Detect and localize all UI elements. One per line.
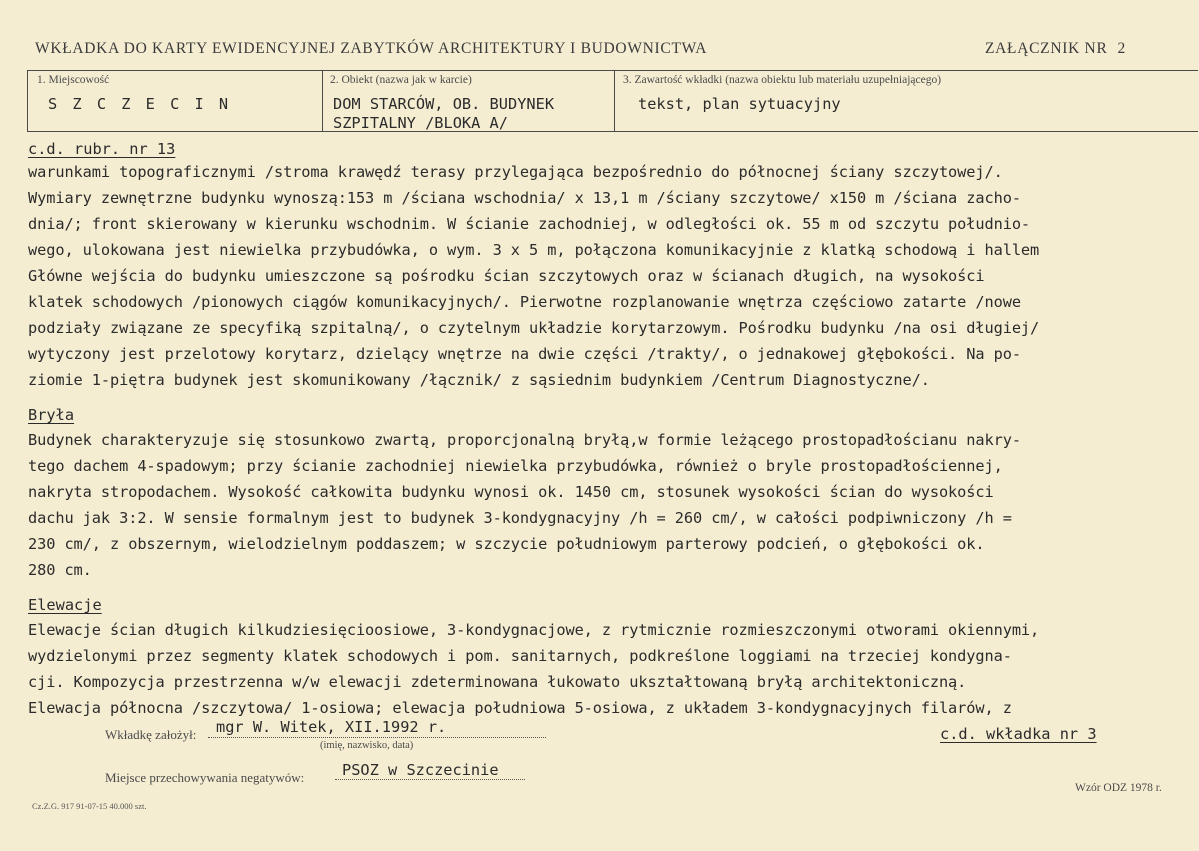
paragraph-line: wydzielonymi przez segmenty klatek schodowych i pom. sanitarnych, podkreślone loggiami na trzeciej kondygna- (28, 647, 1012, 665)
paragraph-line: Główne wejścia do budynku umieszczone są pośrodku ścian szczytowych oraz w ścianach długich, na wysokości (28, 267, 985, 285)
created-by-value: mgr W. Witek, XII.1992 r. (216, 718, 447, 736)
paragraph-line: dachu jak 3:2. W sensie formalnym jest to budynek 3-kondygnacyjny /h = 260 cm/, w całości podpiwniczony /h = (28, 509, 1012, 527)
paragraph-line: Budynek charakteryzuje się stosunkowo zwartą, proporcjonalną bryłą,w formie leżącego prostopadłościanu nakry- (28, 431, 1021, 449)
negatives-storage-value: PSOZ w Szczecinie (342, 761, 499, 779)
field-3-label: 3. Zawartość wkładki (nazwa obiektu lub materiału uzupełniającego) (623, 74, 942, 86)
continuation-insert: c.d. wkładka nr 3 (940, 725, 1097, 743)
negatives-storage-label: Miejsce przechowywania negatywów: (105, 770, 305, 785)
paragraph-line: 280 cm. (28, 561, 92, 579)
continuation-heading: c.d. rubr. nr 13 (28, 140, 176, 158)
form-title: WKŁADKA DO KARTY EWIDENCYJNEJ ZABYTKÓW ARCHITEKTURY I BUDOWNICTWA (35, 40, 708, 57)
field-2-value-line1: DOM STARCÓW, OB. BUDYNEK (333, 95, 555, 113)
created-by-label: Wkładkę założył: (105, 727, 197, 742)
paragraph-line: ziomie 1-piętra budynek jest skomunikowany /łącznik/ z sąsiednim budynkiem /Centrum Diagnostyczne/. (28, 371, 930, 389)
field-2-label: 2. Obiekt (nazwa jak w karcie) (330, 74, 472, 86)
attachment-number-value: 2 (1117, 40, 1126, 57)
paragraph-line: Elewacje ścian długich kilkudziesięcioosiowe, 3-kondygnacjowe, z rytmicznie rozmieszczonymi otworami okiennymi, (28, 621, 1040, 639)
field-3-value: tekst, plan sytuacyjny (638, 95, 841, 113)
paragraph-line: tego dachem 4-spadowym; przy ścianie zachodniej niewielka przybudówka, również o bryle prostopadłościennej, (28, 457, 1003, 475)
bryla-heading: Bryła (28, 406, 75, 424)
attachment-number (985, 40, 1126, 58)
elewacje-heading: Elewacje (28, 596, 102, 614)
paragraph-line: nakryta stropodachem. Wysokość całkowita budynku wynosi ok. 1450 cm, stosunek wysokości ścian do wysokości (28, 483, 994, 501)
box-divider-2 (614, 70, 615, 132)
field-1-label: 1. Miejscowość (37, 74, 110, 86)
paragraph-line: wytyczony jest przelotowy korytarz, dzielący wnętrze na dwie części /trakty/, o jednakowej głębokości. Na po- (28, 345, 1021, 363)
paragraph-line: dnia/; front skierowany w kierunku wschodnim. W ścianie zachodniej, w odległości ok. 55 m od szczytu południo- (28, 215, 1031, 233)
print-code: Cz.Z.G. 917 91-07-15 40.000 szt. (32, 801, 147, 811)
paragraph-line: 230 cm/, z obszernym, wielodzielnym poddaszem; w szczycie południowym parterowy podcień, o głębokości ok. (28, 535, 985, 553)
box-divider-1 (322, 70, 323, 132)
paragraph-line: cji. Kompozycja przestrzenna w/w elewacji zdeterminowana łukowato ukształtowaną bryłą architektoniczną. (28, 673, 967, 691)
paragraph-line: podziały związane ze specyfiką szpitalną/, o czytelnym układzie korytarzowym. Pośrodku budynku /na osi długiej/ (28, 319, 1040, 337)
created-by-hint: (imię, nazwisko, data) (320, 740, 414, 751)
paragraph-line: wego, ulokowana jest niewielka przybudówka, o wym. 3 x 5 m, połączona komunikacyjnie z klatką schodową i hallem (28, 241, 1040, 259)
attachment-label: ZAŁĄCZNIK NR (985, 40, 1108, 57)
negatives-dotted-line (335, 779, 525, 780)
paragraph-line: Elewacja północna /szczytowa/ 1-osiowa; elewacja południowa 5-osiowa, z układem 3-kondygnacyjnych filarów, z (28, 699, 1012, 717)
field-1-value: S Z C Z E C I N (48, 95, 232, 113)
paragraph-line: klatek schodowych /pionowych ciągów komunikacyjnych/. Pierwotne rozplanowanie wnętrza częściowo zatarte /nowe (28, 293, 1021, 311)
form-template-note: Wzór ODZ 1978 r. (1075, 782, 1162, 794)
paragraph-line: Wymiary zewnętrzne budynku wynoszą:153 m /ściana wschodnia/ x 13,1 m /ściany szczytowe/ x150 m /ściana zacho- (28, 189, 1021, 207)
field-2-value-line2: SZPITALNY /BLOKA A/ (333, 114, 508, 132)
created-by-dotted-line (208, 737, 546, 738)
paragraph-line: warunkami topograficznymi /stroma krawędź terasy przylegająca bezpośrednio do północnej ściany szczytowej/. (28, 163, 1003, 181)
